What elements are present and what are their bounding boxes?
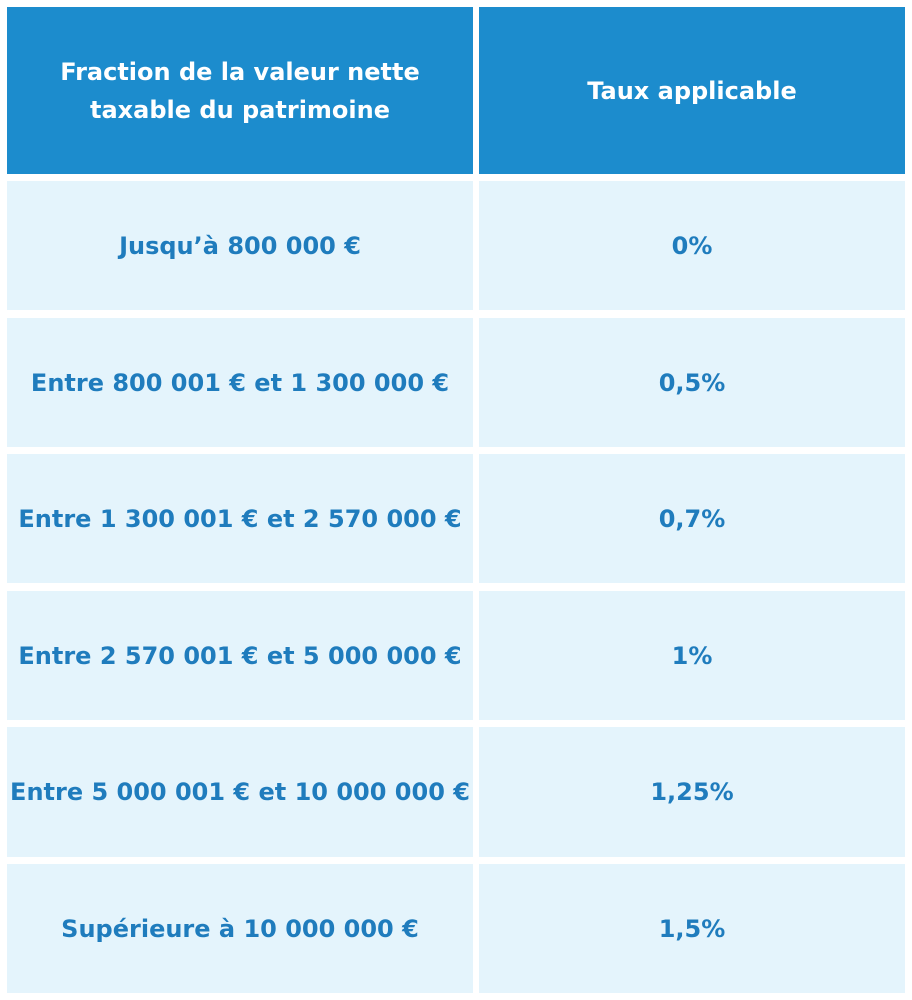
table-row-2-fraction (7, 318, 473, 447)
header-taux-label: Taux applicable (587, 76, 797, 105)
table-row-3-taux (479, 454, 905, 583)
table-row-2-taux (479, 318, 905, 447)
table-row-5-taux (479, 727, 905, 857)
fraction-value: Supérieure à 10 000 000 € (61, 914, 419, 943)
table-row-4-fraction (7, 591, 473, 720)
fraction-value: Entre 1 300 001 € et 2 570 000 € (18, 504, 462, 533)
table-row-6-taux (479, 864, 905, 993)
taux-value: 0,5% (658, 368, 726, 397)
taux-value: 1,5% (658, 914, 726, 943)
table-row-1-taux (479, 181, 905, 310)
taux-value: 0% (671, 231, 713, 260)
header-taux (479, 7, 905, 174)
fraction-value: Entre 2 570 001 € et 5 000 000 € (18, 641, 462, 670)
table-row-5-fraction (7, 727, 473, 857)
fraction-value: Entre 800 001 € et 1 300 000 € (30, 368, 450, 397)
taux-value: 1,25% (650, 778, 734, 806)
fraction-value: Entre 5 000 001 € et 10 000 000 € (10, 778, 470, 806)
fraction-value: Jusqu’à 800 000 € (119, 231, 361, 260)
taux-value: 0,7% (658, 504, 726, 533)
header-fraction (7, 7, 473, 174)
taux-value: 1% (671, 641, 713, 670)
table-row-4-taux (479, 591, 905, 720)
header-fraction-label: Fraction de la valeur nette taxable du patrimoine (60, 57, 420, 124)
table-row-3-fraction (7, 454, 473, 583)
table-row-6-fraction (7, 864, 473, 993)
table-row-1-fraction (7, 181, 473, 310)
